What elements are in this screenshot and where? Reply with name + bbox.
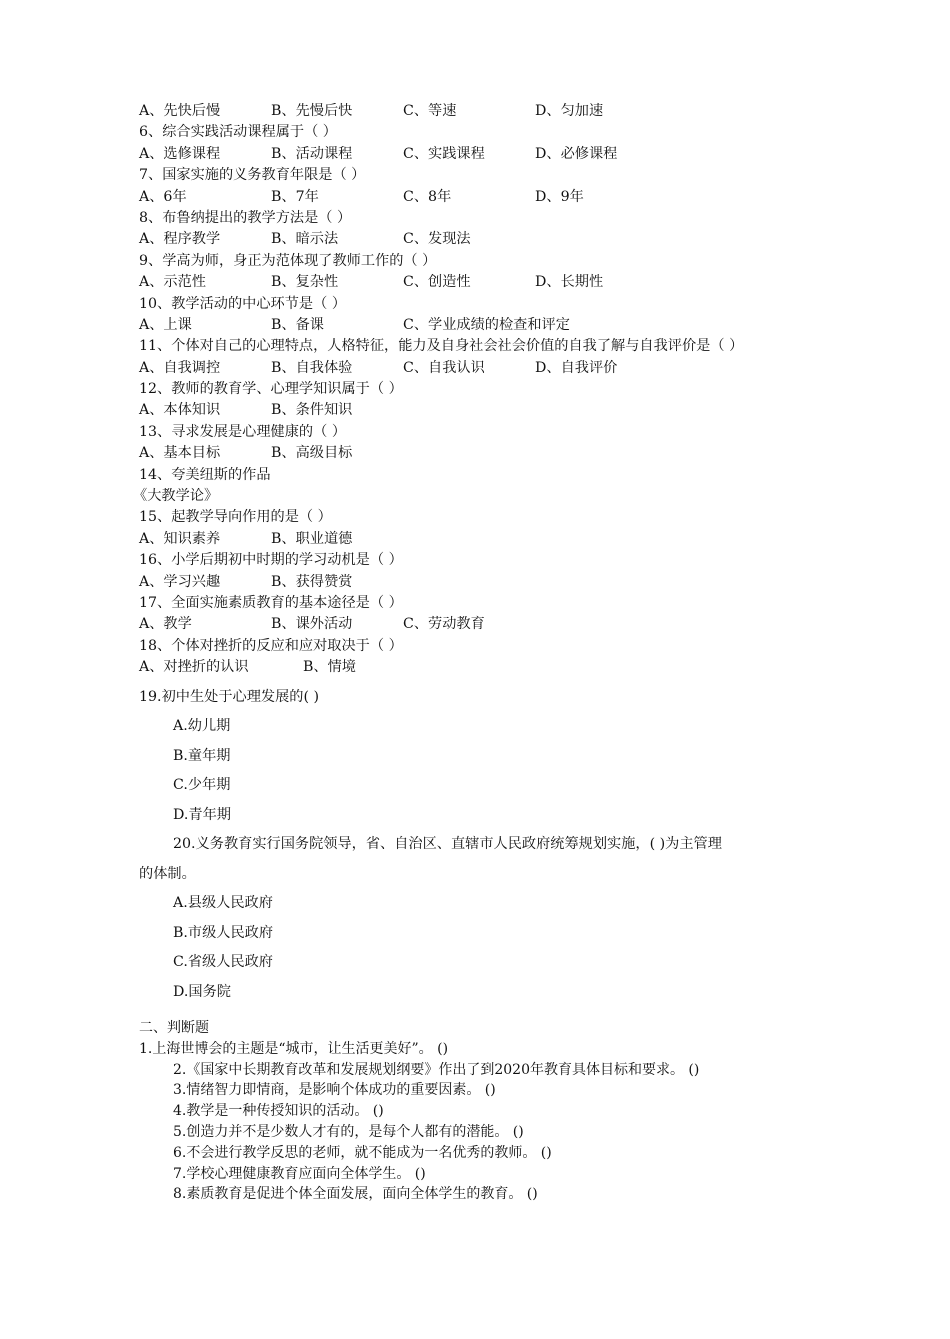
q6-options: [139, 144, 839, 165]
question-10: 10、教学活动的中心环节是（ ）: [139, 295, 347, 312]
q10-options: [139, 315, 839, 336]
option-b: B、活动课程: [271, 145, 353, 162]
option-a: A、知识素养: [139, 530, 221, 547]
option-b: B、复杂性: [271, 274, 339, 291]
option-b: B、暗示法: [271, 231, 339, 248]
question-11: 11、个体对自己的心理特点，人格特征，能力及自身社会社会价值的自我了解与自我评价是（ ）: [139, 338, 744, 355]
option-c: C、创造性: [403, 274, 471, 291]
tf-question-2: 2.《国家中长期教育改革和发展规划纲要》作出了到2020年教育具体目标和要求。 (): [173, 1061, 700, 1078]
q18-options: [139, 657, 839, 678]
option-c: C、劳动教育: [403, 616, 485, 633]
tf-question-8: 8.素质教育是促进个体全面发展，面向全体学生的教育。 (): [173, 1186, 538, 1203]
q14-answer: [133, 486, 839, 507]
option-d: D、自我评价: [535, 359, 618, 376]
option-a: A、本体知识: [139, 402, 221, 419]
q19-option-a: A.幼儿期: [173, 718, 231, 735]
option-c: C、实践课程: [403, 145, 485, 162]
question-18: 18、个体对挫折的反应和应对取决于（ ）: [139, 637, 403, 654]
question-17: 17、全面实施素质教育的基本途径是（ ）: [139, 594, 403, 611]
option-c: C、学业成绩的检查和评定: [403, 316, 570, 333]
option-c: C、发现法: [403, 231, 471, 248]
option-c: C、自我认识: [403, 359, 485, 376]
option-d: D、必修课程: [535, 145, 618, 162]
question-8: 8、布鲁纳提出的教学方法是（ ）: [139, 209, 352, 226]
tf-question-3: 3.情绪智力即情商，是影响个体成功的重要因素。 (): [173, 1082, 496, 1099]
q17-options: [139, 614, 839, 635]
option-d: D、9年: [535, 188, 584, 205]
option-b: B、条件知识: [271, 402, 353, 419]
option-a: A、示范性: [139, 274, 206, 291]
option-b: B、获得赞赏: [271, 573, 353, 590]
q12-options: [139, 400, 839, 421]
question-6: 6、综合实践活动课程属于（ ）: [139, 124, 337, 141]
option-b: B、情境: [303, 659, 356, 676]
document-page: [133, 101, 839, 1205]
question-19: 19.初中生处于心理发展的( ): [139, 688, 320, 705]
q20-option-a: A.县级人民政府: [173, 895, 273, 912]
q5-options: [139, 101, 839, 122]
question-12: 12、教师的教育学、心理学知识属于（ ）: [139, 381, 403, 398]
q20-option-c: C.省级人民政府: [173, 954, 273, 971]
q16-options: [139, 572, 839, 593]
option-b: B、自我体验: [271, 359, 353, 376]
option-d: D、匀加速: [535, 103, 604, 119]
option-a: A、对挫折的认识: [139, 659, 249, 676]
q19-option-d: D.青年期: [173, 806, 231, 823]
tf-question-5: 5.创造力并不是少数人才有的，是每个人都有的潜能。 (): [173, 1124, 524, 1141]
option-a: A、自我调控: [139, 359, 221, 376]
option-b: B、高级目标: [271, 445, 353, 462]
q20-option-b: B.市级人民政府: [173, 924, 274, 941]
question-14: 14、夸美纽斯的作品: [139, 466, 271, 483]
option-b: B、职业道德: [271, 530, 353, 547]
question-9: 9、学高为师，身正为范体现了教师工作的（ ）: [139, 252, 437, 269]
option-a: A、教学: [139, 616, 192, 633]
option-a: A、程序教学: [139, 231, 221, 248]
option-a: A、先快后慢: [139, 103, 221, 119]
tf-question-7: 7.学校心理健康教育应面向全体学生。 (): [173, 1165, 426, 1182]
question-16: 16、小学后期初中时期的学习动机是（ ）: [139, 552, 403, 569]
option-b: B、先慢后快: [271, 103, 353, 119]
tf-question-1: 1.上海世博会的主题是“城市，让生活更美好”。 (): [139, 1040, 449, 1057]
option-a: A、基本目标: [139, 445, 221, 462]
option-b: B、备课: [271, 316, 324, 333]
option-b: B、7年: [271, 188, 319, 205]
q15-options: [139, 529, 839, 550]
question-20-continued: 的体制。: [139, 865, 196, 882]
option-a: A、6年: [139, 188, 187, 205]
option-c: C、8年: [403, 188, 452, 205]
answer-text: 《大教学论》: [133, 488, 219, 505]
question-20: 20.义务教育实行国务院领导，省、自治区、直辖市人民政府统筹规划实施，( )为主管理: [173, 836, 722, 853]
option-a: A、选修课程: [139, 145, 221, 162]
question-15: 15、起教学导向作用的是（ ）: [139, 509, 332, 526]
q8-options: [139, 229, 839, 250]
tf-question-4: 4.教学是一种传授知识的活动。 (): [173, 1103, 384, 1120]
q7-options: [139, 187, 839, 208]
q11-options: [139, 358, 839, 379]
q19-option-b: B.童年期: [173, 747, 231, 764]
option-c: C、等速: [403, 103, 457, 119]
option-d: D、长期性: [535, 274, 604, 291]
option-a: A、上课: [139, 316, 192, 333]
q9-options: [139, 272, 839, 293]
option-b: B、课外活动: [271, 616, 353, 633]
section-title: 二、判断题: [139, 1020, 209, 1037]
q19-option-c: C.少年期: [173, 777, 231, 794]
question-7: 7、国家实施的义务教育年限是（ ）: [139, 167, 366, 184]
q13-options: [139, 443, 839, 464]
q20-option-d: D.国务院: [173, 983, 231, 1000]
tf-question-6: 6.不会进行教学反思的老师，就不能成为一名优秀的教师。 (): [173, 1144, 552, 1161]
question-13: 13、寻求发展是心理健康的（ ）: [139, 423, 347, 440]
option-a: A、学习兴趣: [139, 573, 221, 590]
